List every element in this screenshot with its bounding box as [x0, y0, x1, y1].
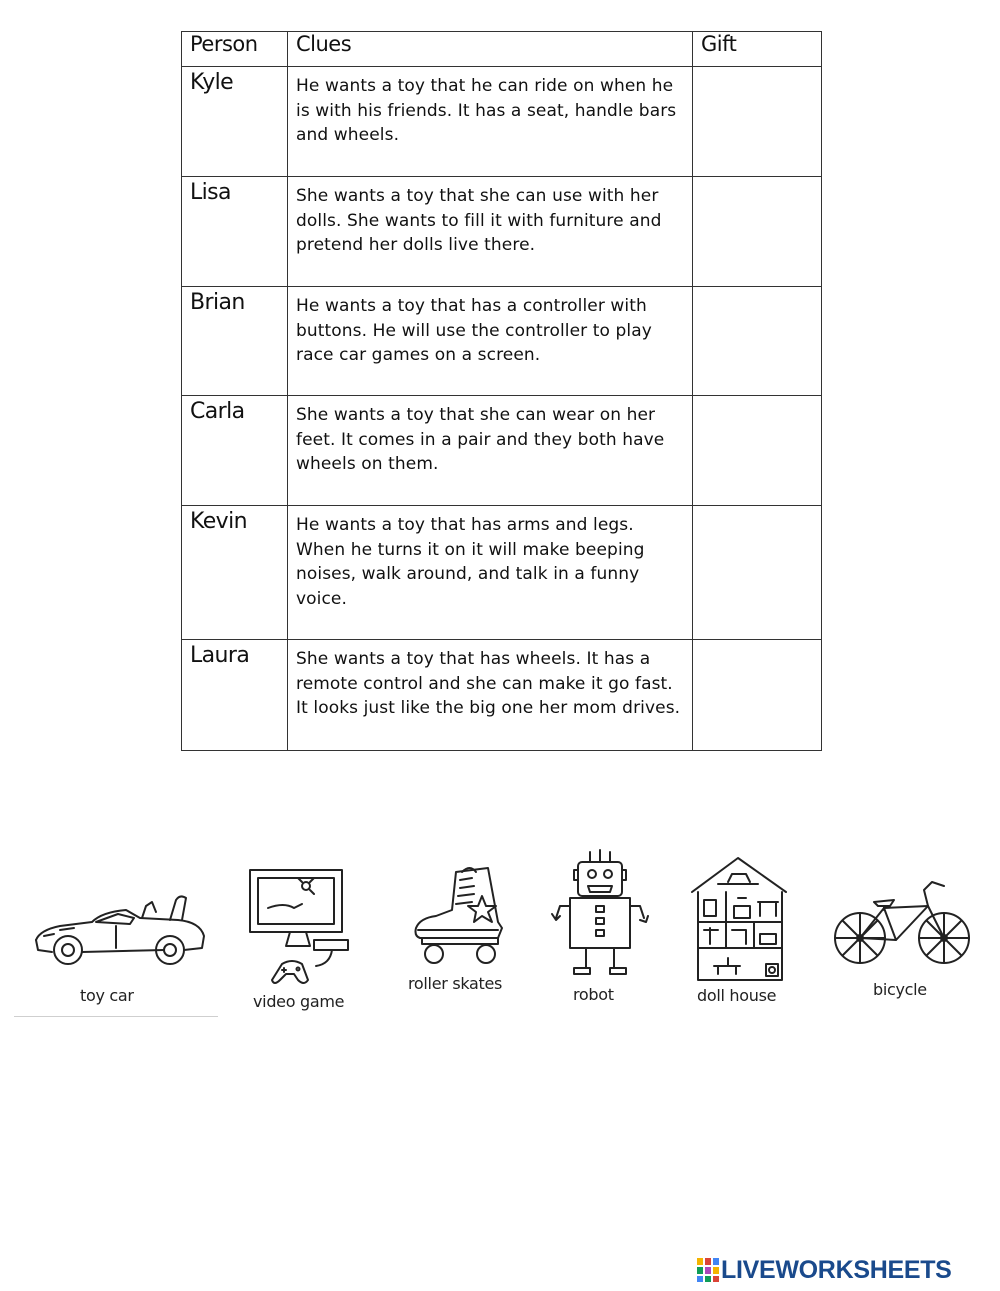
gift-answer-cell[interactable] — [693, 640, 822, 751]
toy-label: bicycle — [873, 980, 927, 999]
clue-text: She wants a toy that has wheels. It has a remote control and she can make it go fast. It looks just like the big one her mom drives. — [288, 640, 693, 751]
person-name: Laura — [182, 640, 288, 751]
robot-icon — [548, 848, 652, 980]
liveworksheets-logo — [697, 1256, 997, 1286]
gift-answer-cell[interactable] — [693, 396, 822, 506]
video-game-icon — [244, 868, 364, 992]
clue-text: He wants a toy that has a controller with buttons. He will use the controller to play race car games on a screen. — [288, 287, 693, 396]
gift-answer-cell[interactable] — [693, 67, 822, 177]
gift-answer-cell[interactable] — [693, 287, 822, 396]
header-person: Person — [182, 32, 288, 67]
table-header-row — [182, 32, 822, 67]
person-name: Kevin — [182, 506, 288, 640]
gift-answer-cell[interactable] — [693, 177, 822, 287]
bicycle-icon — [830, 878, 974, 974]
clue-text: She wants a toy that she can wear on her feet. It comes in a pair and they both have wheels on them. — [288, 396, 693, 506]
header-gift: Gift — [693, 32, 822, 67]
gift-answer-cell[interactable] — [693, 506, 822, 640]
toy-label: video game — [253, 992, 345, 1011]
person-name: Kyle — [182, 67, 288, 177]
table-row — [182, 67, 822, 177]
toy-label: roller skates — [408, 974, 503, 993]
toy-car-icon — [30, 892, 210, 974]
liveworksheets-logo-icon — [697, 1258, 719, 1282]
brand-name: LIVEWORKSHEETS — [721, 1256, 952, 1284]
table-row — [182, 396, 822, 506]
person-name: Carla — [182, 396, 288, 506]
header-clues: Clues — [288, 32, 693, 67]
table-row — [182, 177, 822, 287]
toy-label: toy car — [80, 986, 134, 1005]
clue-text: She wants a toy that she can use with her dolls. She wants to fill it with furniture and pretend her dolls live there. — [288, 177, 693, 287]
table-row — [182, 287, 822, 396]
person-name: Brian — [182, 287, 288, 396]
table-row — [182, 640, 822, 751]
person-name: Lisa — [182, 177, 288, 287]
divider — [14, 1016, 218, 1017]
clues-table — [181, 31, 822, 751]
clue-text: He wants a toy that has arms and legs. When he turns it on it will make beeping noises, walk around, and talk in a funny voice. — [288, 506, 693, 640]
toy-label: robot — [573, 985, 614, 1004]
roller-skates-icon — [410, 866, 510, 966]
clue-text: He wants a toy that he can ride on when he is with his friends. It has a seat, handle bars and wheels. — [288, 67, 693, 177]
table-row — [182, 506, 822, 640]
doll-house-icon — [688, 854, 790, 986]
toy-label: doll house — [697, 986, 777, 1005]
